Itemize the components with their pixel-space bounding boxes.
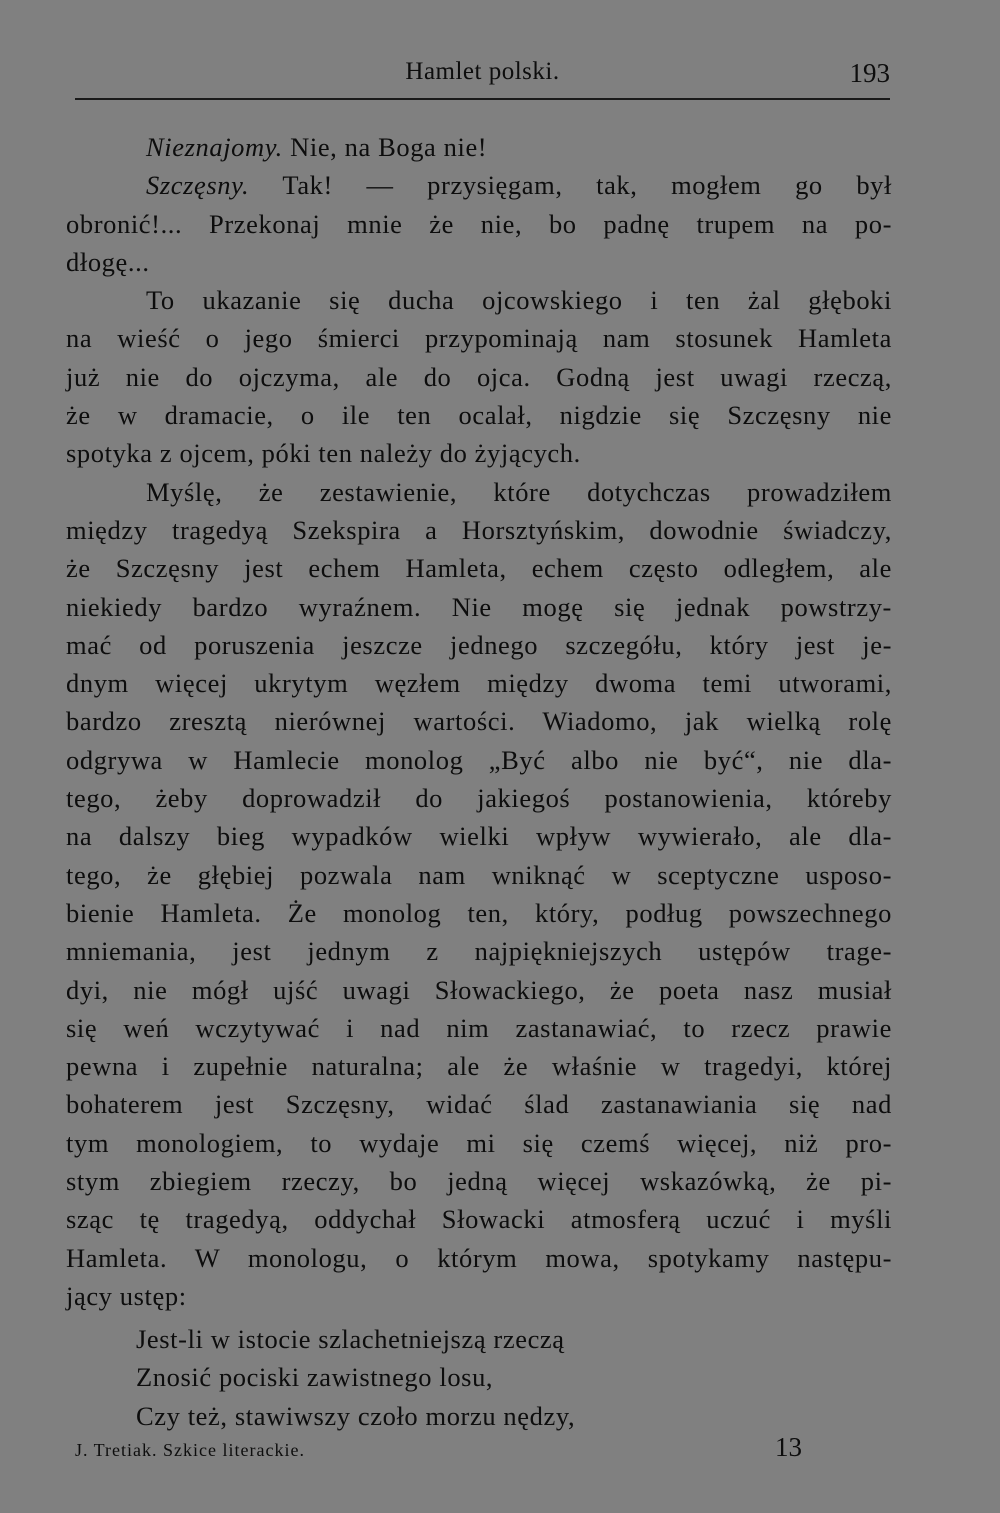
line-text: jący ustęp: [66, 1280, 187, 1311]
line-text: obronić!... Przekonaj mnie że nie, bo padnę trupem na po- [66, 208, 892, 239]
verse-quote [136, 1320, 575, 1435]
text-line [66, 894, 892, 932]
text-line [66, 1009, 892, 1047]
line-text: między tragedyą Szekspira a Horsztyńskim, dowodnie świadczy, [66, 514, 892, 545]
text-line [66, 511, 892, 549]
text-line [66, 243, 892, 281]
line-text: bohaterem jest Szczęsny, widać ślad zastanawiania się nad [66, 1089, 892, 1120]
line-text: mać od poruszenia jeszcze jednego szczegółu, który jest je- [66, 629, 892, 660]
line-text: Myślę, że zestawienie, które dotychczas prowadziłem [146, 476, 892, 507]
text-line [66, 932, 892, 970]
line-text: sząc tę tragedyą, oddychał Słowacki atmosferą uczuć i myśli [66, 1204, 892, 1235]
line-text: Nie, na Boga nie! [282, 132, 488, 162]
text-line [66, 817, 892, 855]
speaker-name: Szczęsny. [146, 170, 250, 201]
header-rule [75, 98, 890, 100]
text-line [66, 166, 892, 204]
line-text: tego, żeby doprowadził do jakiegoś postanowienia, któreby [66, 783, 892, 814]
speaker-name: Nieznajomy. [146, 132, 283, 162]
line-text: niekiedy bardzo wyraźnem. Nie mogę się jednak powstrzy- [66, 591, 892, 622]
text-line [66, 1200, 892, 1238]
line-text: dnym więcej ukrytym węzłem między dwoma temi utworami, [66, 668, 892, 699]
page-header [75, 58, 890, 94]
line-text: mniemania, jest jednym z najpiękniejszych ustępów trage- [66, 936, 892, 967]
text-line [66, 1085, 892, 1123]
text-line [66, 588, 892, 626]
text-line [66, 319, 892, 357]
text-line [66, 549, 892, 587]
text-line [66, 626, 892, 664]
line-text: bardzo zresztą nierównej wartości. Wiadomo, jak wielką rolę [66, 706, 892, 737]
verse-line: Znosić pociski zawistnego losu, [136, 1362, 494, 1393]
page-footer [75, 1432, 802, 1472]
text-line [66, 1162, 892, 1200]
line-text: na dalszy bieg wypadków wielki wpływ wywierało, ale dla- [66, 821, 892, 852]
text-line [66, 281, 892, 319]
text-line [66, 358, 892, 396]
line-text: pewna i zupełnie naturalna; ale że właśnie w tragedyi, której [66, 1051, 892, 1082]
line-text: że Szczęsny jest echem Hamleta, echem często odległem, ale [66, 553, 892, 584]
footer-signature: J. Tretiak. Szkice literackie. [75, 1440, 305, 1460]
text-line [66, 473, 892, 511]
text-line [66, 664, 892, 702]
line-text: stym zbiegiem rzeczy, bo jedną więcej wskazówką, że pi- [66, 1166, 892, 1197]
text-line [66, 1277, 892, 1315]
verse-line: Czy też, stawiwszy czoło morzu nędzy, [136, 1400, 576, 1431]
line-text: To ukazanie się ducha ojcowskiego i ten żal głęboki [146, 285, 892, 316]
text-line [66, 741, 892, 779]
body-text [66, 128, 892, 1315]
line-text: dyi, nie mógł ujść uwagi Słowackiego, że poeta nasz musiał [66, 974, 892, 1005]
text-line [66, 396, 892, 434]
text-line [66, 434, 892, 472]
text-line [66, 1047, 892, 1085]
text-line [66, 779, 892, 817]
text-line [66, 856, 892, 894]
text-line [66, 702, 892, 740]
line-text: dłogę... [66, 246, 150, 277]
line-text: bienie Hamleta. Że monolog ten, który, podług powszechnego [66, 897, 892, 928]
line-text: tego, że głębiej pozwala nam wniknąć w sceptyczne usposo- [66, 859, 892, 890]
line-text: Tak! — przysięgam, tak, mogłem go był [249, 170, 892, 201]
line-text: już nie do ojczyma, ale do ojca. Godną jest uwagi rzeczą, [66, 361, 892, 392]
text-line [66, 1239, 892, 1277]
text-line [66, 971, 892, 1009]
line-text: że w dramacie, o ile ten ocalał, nigdzie się Szczęsny nie [66, 400, 892, 431]
text-line [66, 205, 892, 243]
text-line [66, 1124, 892, 1162]
page-number: 193 [849, 58, 890, 88]
line-text: Hamleta. W monologu, o którym mowa, spotykamy następu- [66, 1242, 892, 1273]
line-text: spotyka z ojcem, póki ten należy do żyjących. [66, 438, 581, 469]
sheet-number: 13 [775, 1432, 802, 1462]
running-title: Hamlet polski. [405, 58, 560, 85]
text-line [66, 128, 892, 166]
verse-line: Jest-li w istocie szlachetniejszą rzeczą [136, 1324, 565, 1354]
line-text: odgrywa w Hamlecie monolog „Być albo nie być“, nie dla- [66, 744, 892, 775]
line-text: na wieść o jego śmierci przypominają nam stosunek Hamleta [66, 323, 892, 354]
line-text: się weń wczytywać i nad nim zastanawiać, to rzecz prawie [66, 1012, 892, 1043]
line-text: tym monologiem, to wydaje mi się czemś więcej, niż pro- [66, 1127, 892, 1158]
